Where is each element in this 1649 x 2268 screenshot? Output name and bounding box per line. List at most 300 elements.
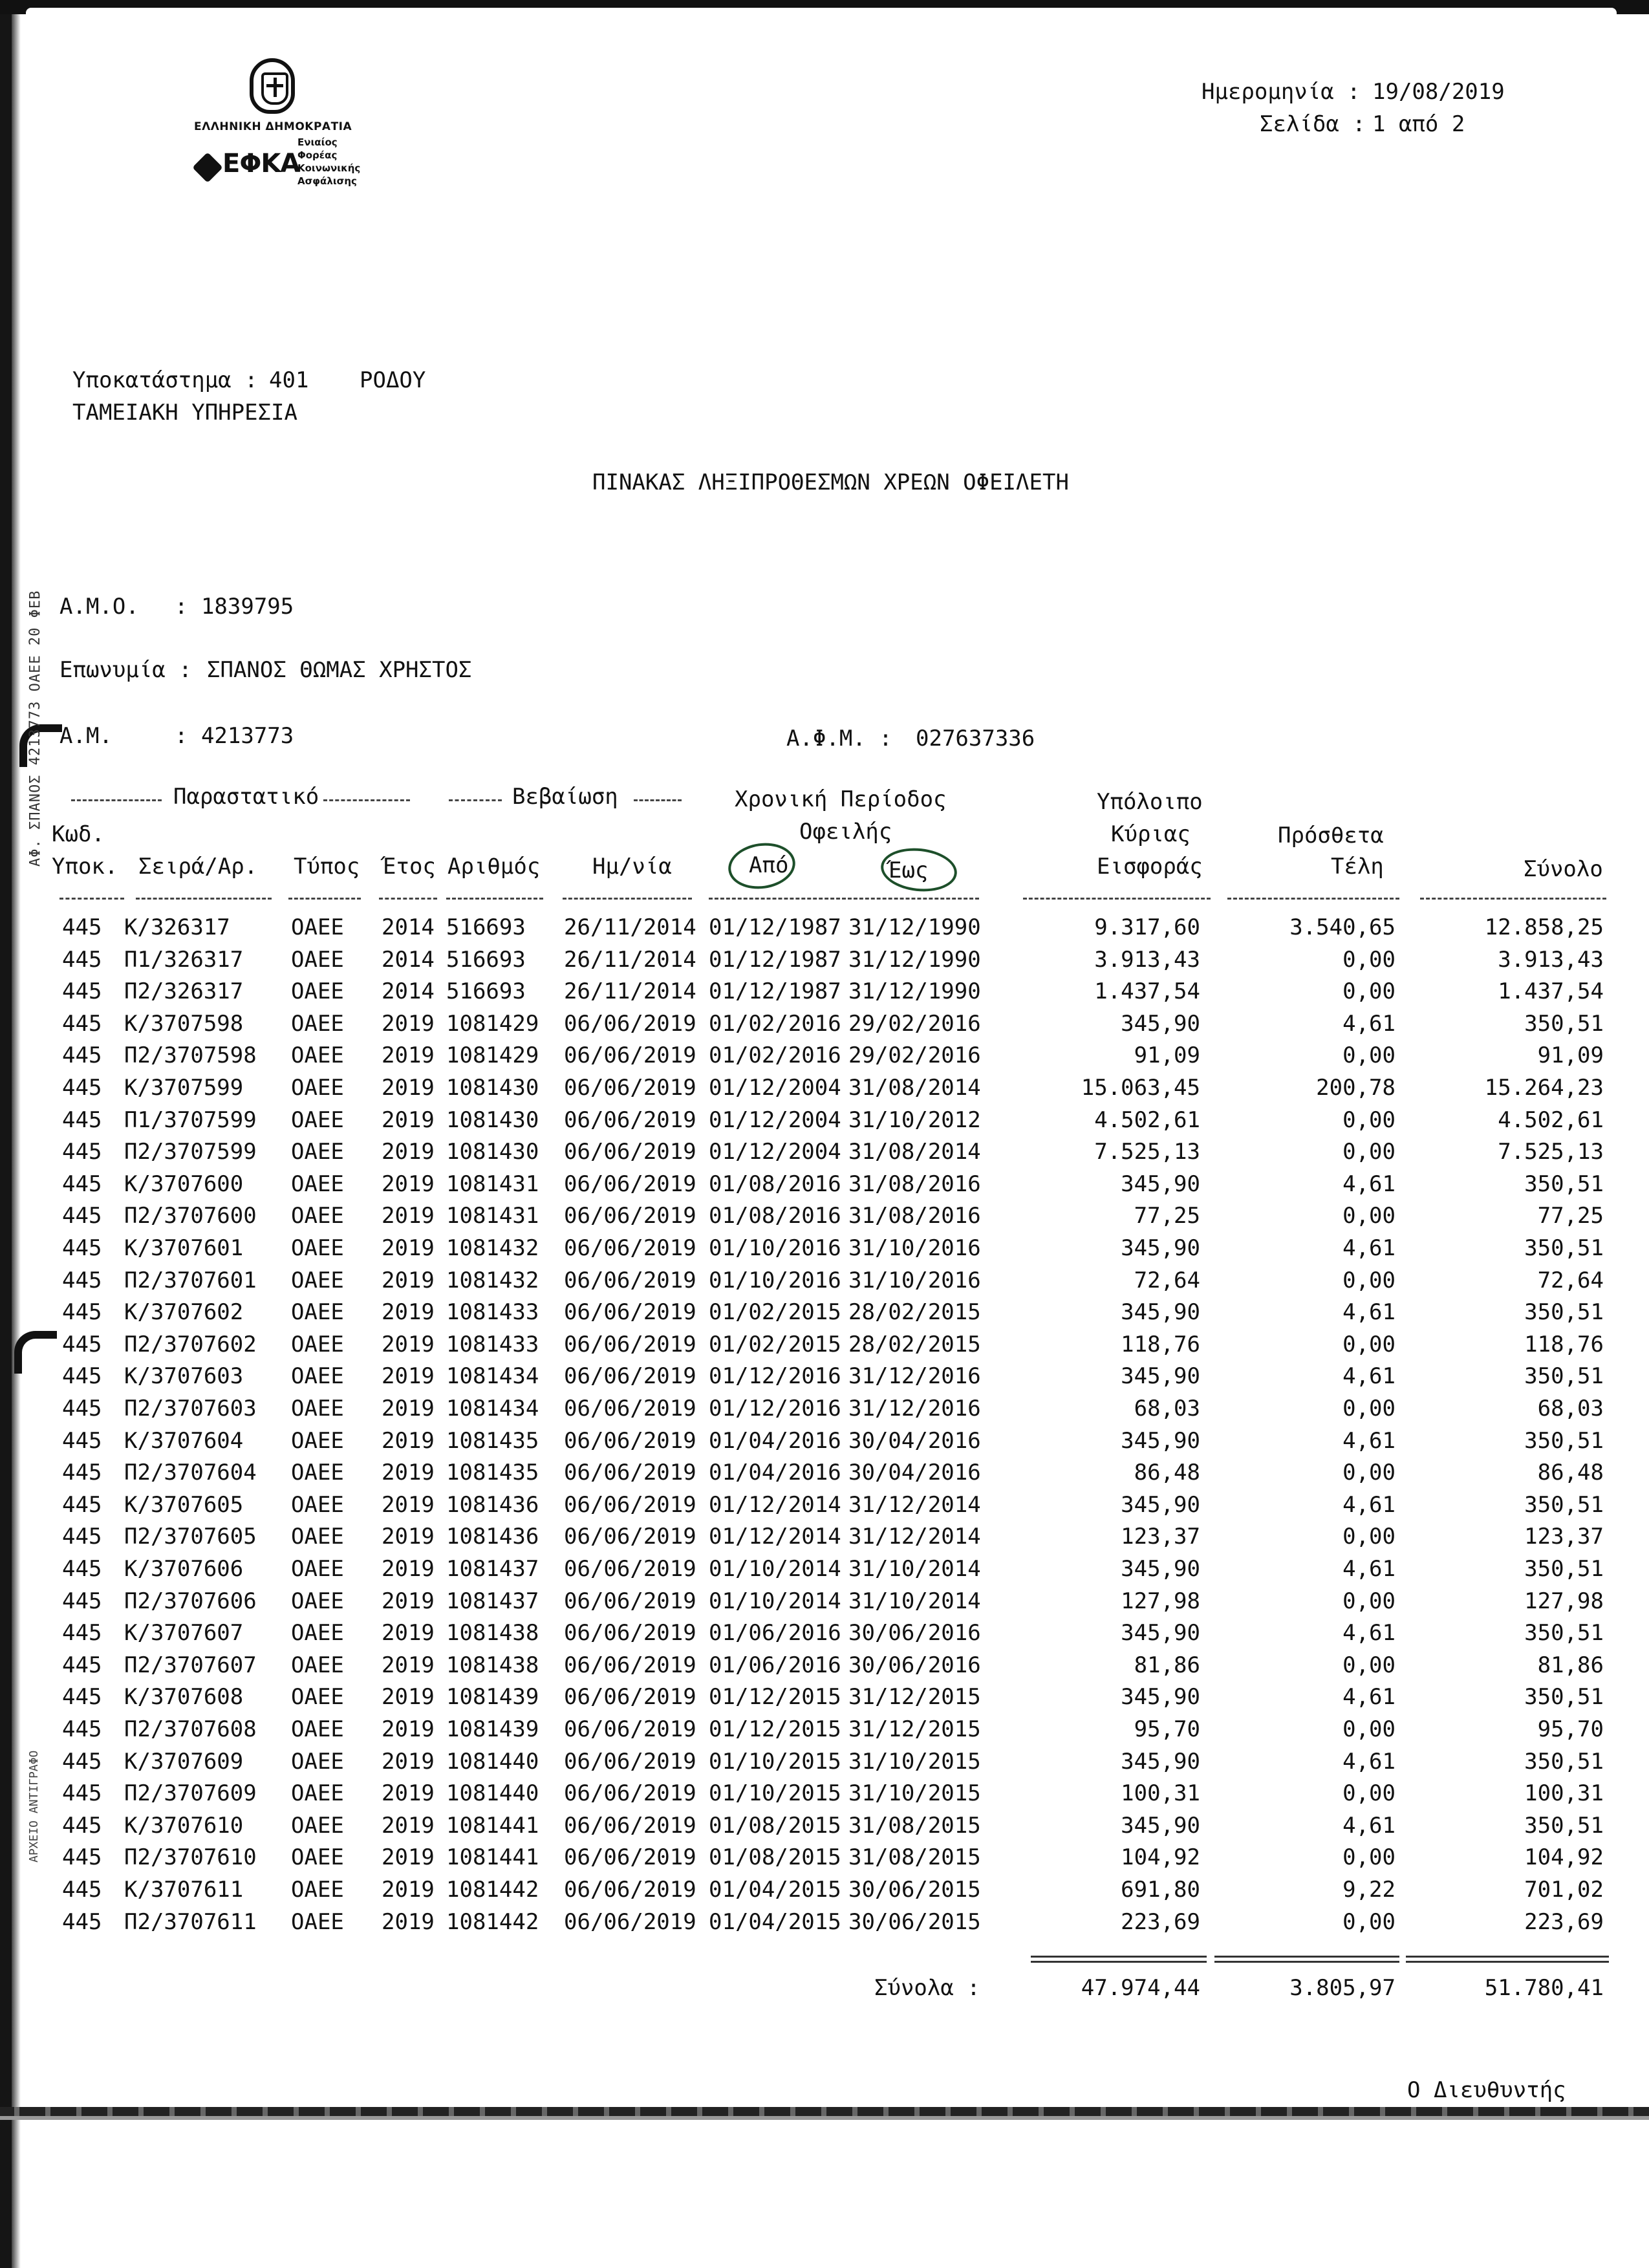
row-from: 01/12/2004 <box>709 1107 841 1133</box>
row-number: 1081432 <box>446 1267 539 1293</box>
row-series: Π2/3707600 <box>124 1203 257 1229</box>
row-year: 2019 <box>382 1684 435 1711</box>
table-row <box>0 1171 1649 1200</box>
row-year: 2014 <box>382 914 435 940</box>
row-total: 350,51 <box>1524 1684 1604 1711</box>
row-year: 2019 <box>382 1107 435 1133</box>
row-number: 1081430 <box>446 1139 539 1165</box>
row-to: 31/08/2014 <box>848 1139 981 1165</box>
column-underline <box>288 898 361 900</box>
row-from: 01/04/2016 <box>709 1460 841 1486</box>
row-type: ΟΑΕΕ <box>291 978 344 1005</box>
row-year: 2019 <box>382 1267 435 1293</box>
row-number: 1081435 <box>446 1460 539 1486</box>
row-to: 30/04/2016 <box>848 1460 981 1486</box>
row-year: 2019 <box>382 1491 435 1518</box>
row-from: 01/02/2016 <box>709 1010 841 1037</box>
logo-org-short: ΕΦΚΑ <box>222 149 300 178</box>
row-from: 01/04/2015 <box>709 1877 841 1903</box>
row-balance: 345,90 <box>1121 1299 1200 1326</box>
table-row <box>0 1556 1649 1584</box>
totals-rule <box>1031 1956 1207 1963</box>
row-balance: 91,09 <box>1134 1042 1200 1069</box>
table-row <box>0 1524 1649 1552</box>
row-balance: 345,90 <box>1121 1235 1200 1261</box>
row-total: 12.858,25 <box>1484 914 1604 940</box>
header-number: Αριθμός <box>447 854 541 880</box>
row-from: 01/04/2015 <box>709 1908 841 1935</box>
row-total: 350,51 <box>1524 1010 1604 1037</box>
row-fees: 0,00 <box>1342 1652 1396 1678</box>
row-series: Π2/3707605 <box>124 1524 257 1550</box>
row-balance: 95,70 <box>1134 1716 1200 1742</box>
row-date: 06/06/2019 <box>564 1812 696 1839</box>
row-series: Κ/3707601 <box>124 1235 244 1261</box>
row-series: Π2/3707599 <box>124 1139 257 1165</box>
table-row <box>0 1268 1649 1296</box>
row-to: 31/10/2016 <box>848 1267 981 1293</box>
header-group-period-2: Οφειλής <box>799 819 892 845</box>
column-underline <box>59 898 124 900</box>
row-balance: 15.063,45 <box>1081 1075 1200 1101</box>
row-number: 1081429 <box>446 1010 539 1037</box>
totals-rule <box>1406 1956 1609 1963</box>
row-series: Π2/3707601 <box>124 1267 257 1293</box>
table-row <box>0 1235 1649 1264</box>
branch-code: 401 <box>269 367 309 393</box>
row-number: 1081430 <box>446 1075 539 1101</box>
row-date: 06/06/2019 <box>564 1844 696 1871</box>
row-number: 1081432 <box>446 1235 539 1261</box>
row-code: 445 <box>62 1716 102 1742</box>
row-code: 445 <box>62 1877 102 1903</box>
row-fees: 4,61 <box>1342 1010 1396 1037</box>
row-type: ΟΑΕΕ <box>291 1139 344 1165</box>
row-fees: 0,00 <box>1342 1524 1396 1550</box>
header-fees-2: Τέλη <box>1331 854 1384 880</box>
row-fees: 0,00 <box>1342 1331 1396 1357</box>
table-row <box>0 1684 1649 1712</box>
row-date: 06/06/2019 <box>564 1620 696 1647</box>
row-type: ΟΑΕΕ <box>291 1556 344 1582</box>
row-to: 30/04/2016 <box>848 1427 981 1454</box>
row-to: 31/10/2015 <box>848 1780 981 1807</box>
table-row <box>0 1492 1649 1520</box>
page-title: ΠΙΝΑΚΑΣ ΛΗΞΙΠΡΟΘΕΣΜΩΝ ΧΡΕΩΝ ΟΦΕΙΛΕΤΗ <box>592 470 1069 495</box>
row-year: 2019 <box>382 1331 435 1357</box>
row-date: 06/06/2019 <box>564 1171 696 1197</box>
row-from: 01/04/2016 <box>709 1427 841 1454</box>
row-series: Π2/3707607 <box>124 1652 257 1678</box>
row-total: 72,64 <box>1537 1267 1604 1293</box>
totals-balance: 47.974,44 <box>1081 1975 1200 2001</box>
row-fees: 0,00 <box>1342 946 1396 973</box>
row-to: 28/02/2015 <box>848 1299 981 1326</box>
row-date: 06/06/2019 <box>564 1588 696 1614</box>
row-fees: 3.540,65 <box>1289 914 1396 940</box>
row-code: 445 <box>62 1460 102 1486</box>
row-series: Π2/3707606 <box>124 1588 257 1614</box>
row-from: 01/10/2014 <box>709 1588 841 1614</box>
row-number: 1081433 <box>446 1299 539 1326</box>
row-code: 445 <box>62 1396 102 1421</box>
row-code: 445 <box>62 1010 102 1037</box>
row-balance: 345,90 <box>1121 1684 1200 1711</box>
header-total: Σύνολο <box>1524 856 1603 882</box>
row-from: 01/08/2015 <box>709 1844 841 1871</box>
row-type: ΟΑΕΕ <box>291 1171 344 1197</box>
row-series: Π2/3707603 <box>124 1396 257 1421</box>
row-fees: 4,61 <box>1342 1620 1396 1647</box>
row-balance: 86,48 <box>1134 1460 1200 1486</box>
row-balance: 4.502,61 <box>1094 1107 1200 1133</box>
row-series: Π2/3707610 <box>124 1844 257 1871</box>
logo-country: ΕΛΛΗΝΙΚΗ ΔΗΜΟΚΡΑΤΙΑ <box>194 120 352 133</box>
row-balance: 118,76 <box>1121 1331 1200 1357</box>
row-year: 2019 <box>382 1844 435 1871</box>
row-series: Π1/326317 <box>124 946 244 973</box>
row-code: 445 <box>62 1042 102 1069</box>
row-type: ΟΑΕΕ <box>291 1812 344 1839</box>
table-row <box>0 1363 1649 1392</box>
row-total: 123,37 <box>1524 1524 1604 1550</box>
row-date: 06/06/2019 <box>564 1748 696 1775</box>
row-date: 26/11/2014 <box>564 946 696 973</box>
row-date: 06/06/2019 <box>564 1524 696 1550</box>
row-year: 2019 <box>382 1171 435 1197</box>
row-date: 06/06/2019 <box>564 1652 696 1678</box>
row-total: 350,51 <box>1524 1171 1604 1197</box>
header-dash <box>449 799 502 801</box>
scan-bottom-edge <box>0 2107 1649 2116</box>
table-row <box>0 1139 1649 1167</box>
row-type: ΟΑΕΕ <box>291 1042 344 1069</box>
row-year: 2019 <box>382 1299 435 1326</box>
row-fees: 9,22 <box>1342 1877 1396 1903</box>
handwritten-circle-mark <box>879 845 959 895</box>
name-label: Επωνυμία : <box>59 657 192 683</box>
row-number: 1081438 <box>446 1620 539 1647</box>
row-number: 1081441 <box>446 1812 539 1839</box>
row-year: 2019 <box>382 1652 435 1678</box>
row-total: 701,02 <box>1524 1877 1604 1903</box>
row-total: 91,09 <box>1537 1042 1604 1069</box>
row-from: 01/12/2015 <box>709 1716 841 1742</box>
row-to: 31/08/2016 <box>848 1203 981 1229</box>
row-code: 445 <box>62 946 102 973</box>
amo-label: Α.Μ.Ο. <box>59 594 139 620</box>
row-code: 445 <box>62 978 102 1005</box>
row-year: 2014 <box>382 946 435 973</box>
row-date: 06/06/2019 <box>564 1877 696 1903</box>
date-label: Ημερομηνία : <box>1202 79 1361 105</box>
row-number: 1081430 <box>446 1107 539 1133</box>
row-total: 350,51 <box>1524 1235 1604 1261</box>
table-row <box>0 1428 1649 1456</box>
row-number: 1081431 <box>446 1203 539 1229</box>
row-balance: 1.437,54 <box>1094 978 1200 1005</box>
table-row <box>0 978 1649 1007</box>
row-date: 06/06/2019 <box>564 1042 696 1069</box>
row-year: 2019 <box>382 1460 435 1486</box>
header-balance-3: Εισφοράς <box>1097 854 1203 880</box>
row-code: 445 <box>62 1363 102 1390</box>
row-year: 2019 <box>382 1010 435 1037</box>
greek-emblem-icon <box>250 58 295 114</box>
row-from: 01/10/2016 <box>709 1267 841 1293</box>
row-from: 01/12/2016 <box>709 1363 841 1390</box>
row-series: Κ/3707602 <box>124 1299 244 1326</box>
row-balance: 223,69 <box>1121 1908 1200 1935</box>
row-balance: 123,37 <box>1121 1524 1200 1550</box>
row-code: 445 <box>62 1524 102 1550</box>
row-type: ΟΑΕΕ <box>291 1588 344 1614</box>
table-row <box>0 1716 1649 1745</box>
table-row <box>0 914 1649 943</box>
row-fees: 0,00 <box>1342 1588 1396 1614</box>
row-date: 06/06/2019 <box>564 1235 696 1261</box>
row-number: 1081434 <box>446 1396 539 1421</box>
row-number: 516693 <box>446 914 526 940</box>
row-from: 01/12/2004 <box>709 1075 841 1101</box>
row-date: 06/06/2019 <box>564 1331 696 1357</box>
row-type: ΟΑΕΕ <box>291 1010 344 1037</box>
table-row <box>0 1332 1649 1360</box>
table-row <box>0 1909 1649 1938</box>
row-from: 01/12/2014 <box>709 1491 841 1518</box>
row-type: ΟΑΕΕ <box>291 1075 344 1101</box>
row-code: 445 <box>62 1331 102 1357</box>
row-number: 1081440 <box>446 1780 539 1807</box>
branch-label: Υποκατάστημα : <box>72 367 258 393</box>
row-fees: 200,78 <box>1316 1075 1396 1101</box>
column-underline <box>1420 898 1606 900</box>
row-total: 86,48 <box>1537 1460 1604 1486</box>
row-series: Π2/3707598 <box>124 1042 257 1069</box>
row-type: ΟΑΕΕ <box>291 1203 344 1229</box>
row-total: 350,51 <box>1524 1556 1604 1582</box>
row-series: Κ/3707600 <box>124 1171 244 1197</box>
row-code: 445 <box>62 1299 102 1326</box>
header-series: Σειρά/Αρ. <box>138 854 258 880</box>
row-fees: 0,00 <box>1342 1203 1396 1229</box>
row-balance: 345,90 <box>1121 1010 1200 1037</box>
row-to: 31/10/2016 <box>848 1235 981 1261</box>
row-year: 2019 <box>382 1203 435 1229</box>
row-code: 445 <box>62 1235 102 1261</box>
side-stamp-small: ΑΡΧΕΙΟ ΑΝΤΙΓΡΑΦΟ <box>27 1750 41 1863</box>
row-total: 68,03 <box>1537 1396 1604 1421</box>
row-total: 350,51 <box>1524 1748 1604 1775</box>
table-row <box>0 1749 1649 1777</box>
row-date: 06/06/2019 <box>564 1396 696 1421</box>
amo-value: : 1839795 <box>175 594 294 620</box>
table-row <box>0 1396 1649 1424</box>
row-type: ΟΑΕΕ <box>291 1620 344 1647</box>
row-to: 31/12/2016 <box>848 1396 981 1421</box>
row-series: Κ/3707603 <box>124 1363 244 1390</box>
row-fees: 0,00 <box>1342 1908 1396 1935</box>
row-type: ΟΑΕΕ <box>291 1652 344 1678</box>
row-number: 1081441 <box>446 1844 539 1871</box>
row-series: Π2/3707611 <box>124 1908 257 1935</box>
column-underline <box>136 898 272 900</box>
row-fees: 0,00 <box>1342 1460 1396 1486</box>
header-dash <box>323 799 410 801</box>
row-fees: 0,00 <box>1342 1396 1396 1421</box>
row-balance: 81,86 <box>1134 1652 1200 1678</box>
row-total: 15.264,23 <box>1484 1075 1604 1101</box>
row-code: 445 <box>62 1107 102 1133</box>
row-fees: 0,00 <box>1342 1267 1396 1293</box>
totals-label: Σύνολα : <box>874 1975 980 2001</box>
row-fees: 4,61 <box>1342 1235 1396 1261</box>
row-series: Π2/3707609 <box>124 1780 257 1807</box>
row-balance: 3.913,43 <box>1094 946 1200 973</box>
row-code: 445 <box>62 1812 102 1839</box>
row-series: Κ/3707604 <box>124 1427 244 1454</box>
row-code: 445 <box>62 1171 102 1197</box>
row-year: 2019 <box>382 1524 435 1550</box>
row-total: 1.437,54 <box>1498 978 1604 1005</box>
row-to: 31/12/2014 <box>848 1491 981 1518</box>
row-date: 06/06/2019 <box>564 1460 696 1486</box>
row-fees: 4,61 <box>1342 1299 1396 1326</box>
row-type: ΟΑΕΕ <box>291 946 344 973</box>
row-year: 2019 <box>382 1042 435 1069</box>
row-number: 1081435 <box>446 1427 539 1454</box>
row-total: 4.502,61 <box>1498 1107 1604 1133</box>
header-code-1: Κωδ. <box>52 821 105 847</box>
row-total: 350,51 <box>1524 1812 1604 1839</box>
row-year: 2019 <box>382 1075 435 1101</box>
row-number: 1081439 <box>446 1716 539 1742</box>
totals-fees: 3.805,97 <box>1289 1975 1396 2001</box>
row-number: 1081440 <box>446 1748 539 1775</box>
row-date: 26/11/2014 <box>564 978 696 1005</box>
row-code: 445 <box>62 1620 102 1647</box>
row-total: 3.913,43 <box>1498 946 1604 973</box>
row-from: 01/12/2016 <box>709 1396 841 1421</box>
row-year: 2019 <box>382 1748 435 1775</box>
table-row <box>0 1299 1649 1328</box>
row-series: Π2/3707604 <box>124 1460 257 1486</box>
totals-rule <box>1214 1956 1399 1963</box>
am-value: : 4213773 <box>175 723 294 749</box>
table-row <box>0 1011 1649 1039</box>
row-code: 445 <box>62 1427 102 1454</box>
row-date: 26/11/2014 <box>564 914 696 940</box>
row-number: 1081431 <box>446 1171 539 1197</box>
row-series: Κ/3707611 <box>124 1877 244 1903</box>
row-type: ΟΑΕΕ <box>291 1427 344 1454</box>
row-series: Π2/326317 <box>124 978 244 1005</box>
row-date: 06/06/2019 <box>564 1908 696 1935</box>
row-series: Κ/3707609 <box>124 1748 244 1775</box>
row-number: 1081438 <box>446 1652 539 1678</box>
row-year: 2019 <box>382 1588 435 1614</box>
header-group-document: Παραστατικό <box>173 784 319 810</box>
row-fees: 0,00 <box>1342 1844 1396 1871</box>
row-number: 1081434 <box>446 1363 539 1390</box>
row-type: ΟΑΕΕ <box>291 1396 344 1421</box>
row-year: 2014 <box>382 978 435 1005</box>
row-to: 31/12/2014 <box>848 1524 981 1550</box>
row-balance: 9.317,60 <box>1094 914 1200 940</box>
row-code: 445 <box>62 1556 102 1582</box>
row-type: ΟΑΕΕ <box>291 1844 344 1871</box>
row-to: 31/12/2016 <box>848 1363 981 1390</box>
row-from: 01/12/2015 <box>709 1684 841 1711</box>
row-date: 06/06/2019 <box>564 1107 696 1133</box>
afm-label: Α.Φ.Μ. : <box>786 726 892 751</box>
row-number: 1081429 <box>446 1042 539 1069</box>
row-number: 516693 <box>446 978 526 1005</box>
row-number: 1081442 <box>446 1877 539 1903</box>
row-balance: 345,90 <box>1121 1491 1200 1518</box>
am-label: Α.Μ. <box>59 723 113 749</box>
row-date: 06/06/2019 <box>564 1780 696 1807</box>
header-balance-1: Υπόλοιπο <box>1097 789 1203 815</box>
row-code: 445 <box>62 1203 102 1229</box>
row-year: 2019 <box>382 1235 435 1261</box>
header-dash <box>634 799 682 801</box>
row-balance: 7.525,13 <box>1094 1139 1200 1165</box>
row-number: 1081437 <box>446 1556 539 1582</box>
row-type: ΟΑΕΕ <box>291 1877 344 1903</box>
row-type: ΟΑΕΕ <box>291 1491 344 1518</box>
row-type: ΟΑΕΕ <box>291 914 344 940</box>
row-type: ΟΑΕΕ <box>291 1331 344 1357</box>
header-group-period-1: Χρονική Περίοδος <box>735 786 947 812</box>
table-row <box>0 1780 1649 1809</box>
row-from: 01/10/2016 <box>709 1235 841 1261</box>
row-from: 01/08/2016 <box>709 1203 841 1229</box>
row-to: 31/10/2012 <box>848 1107 981 1133</box>
row-from: 01/08/2015 <box>709 1812 841 1839</box>
row-type: ΟΑΕΕ <box>291 1299 344 1326</box>
column-underline <box>709 898 979 900</box>
header-date: Ημ/νία <box>592 854 672 880</box>
row-balance: 345,90 <box>1121 1812 1200 1839</box>
row-fees: 4,61 <box>1342 1812 1396 1839</box>
row-to: 31/12/1990 <box>848 946 981 973</box>
row-fees: 4,61 <box>1342 1171 1396 1197</box>
row-type: ΟΑΕΕ <box>291 1684 344 1711</box>
row-year: 2019 <box>382 1812 435 1839</box>
row-code: 445 <box>62 1652 102 1678</box>
branch-service: ΤΑΜΕΙΑΚΗ ΥΠΗΡΕΣΙΑ <box>72 400 297 426</box>
row-number: 1081442 <box>446 1908 539 1935</box>
header-fees-1: Πρόσθετα <box>1278 823 1384 848</box>
row-code: 445 <box>62 914 102 940</box>
row-code: 445 <box>62 1780 102 1807</box>
row-total: 350,51 <box>1524 1427 1604 1454</box>
table-row <box>0 1844 1649 1873</box>
table-row <box>0 1588 1649 1617</box>
row-from: 01/02/2016 <box>709 1042 841 1069</box>
row-fees: 4,61 <box>1342 1363 1396 1390</box>
row-to: 28/02/2015 <box>848 1331 981 1357</box>
table-row <box>0 1107 1649 1136</box>
row-year: 2019 <box>382 1139 435 1165</box>
table-row <box>0 1620 1649 1648</box>
row-year: 2019 <box>382 1877 435 1903</box>
scan-top-edge-gap <box>26 8 1617 19</box>
column-underline <box>563 898 692 900</box>
table-row <box>0 1652 1649 1681</box>
row-date: 06/06/2019 <box>564 1427 696 1454</box>
